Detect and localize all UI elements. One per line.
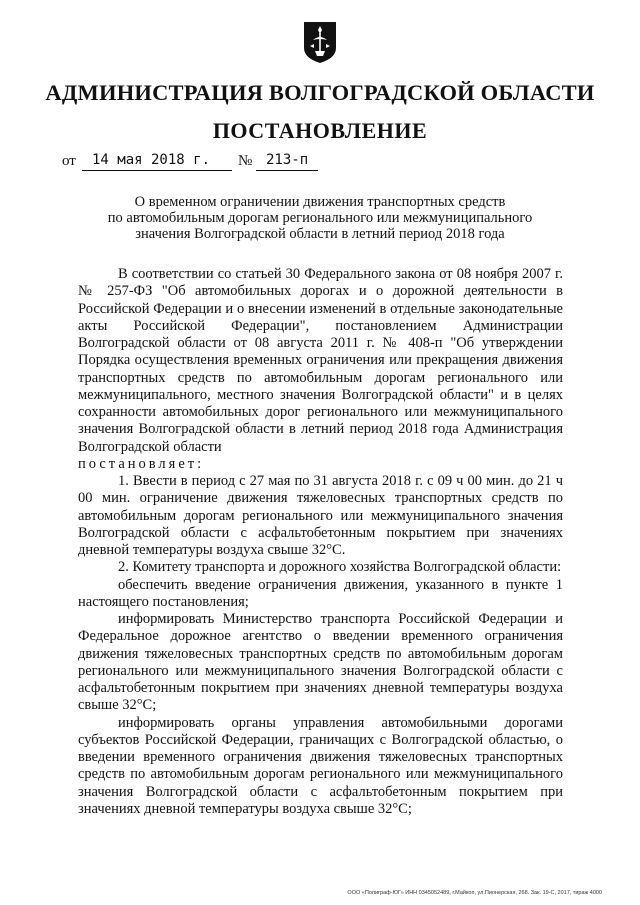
subject-line: значения Волгоградской области в летний период 2018 года bbox=[135, 226, 505, 242]
volgograd-coat-of-arms-icon bbox=[302, 20, 338, 64]
item-paragraph: 1. Ввести в период с 27 мая по 31 августа 2018 г. с 09 ч 00 мин. до 21 ч 00 мин. ограничение движения тяжеловесных транспортных средств по автомобильным дорогам регионального или межмуниципального значения Волгоградской области с асфальтобетонным покрытием при значениях дневной температуры воздуха свыше 32°С. bbox=[78, 473, 563, 558]
number-value: 213-п bbox=[256, 152, 318, 171]
document-type: ПОСТАНОВЛЕНИЕ bbox=[212, 118, 428, 143]
subject-line: О временном ограничении движения транспортных средств bbox=[134, 194, 506, 210]
date-label: от bbox=[62, 153, 76, 169]
item-paragraph: информировать органы управления автомобильными дорогами субъектов Российской Федерации, граничащих с Волгоградской областью, о введении временного ограничения движения тяжеловесных транспортных средств по автомобильным дорогам регионального или межмуниципального значения Волгоградской области с асфальтобетонным покрытием при значениях дневной температуры воздуха свыше 32°С; bbox=[78, 714, 563, 817]
resolves-word: постановляет: bbox=[78, 455, 205, 472]
document-body bbox=[78, 266, 563, 818]
document-subject bbox=[60, 194, 580, 242]
item-paragraph: информировать Министерство транспорта Российской Федерации и Федеральное дорожное агентство о введении временного ограничения движения тяжеловесных транспортных средств по автомобильным дорогам регионального или межмуниципального значения Волгоградской области с асфальтобетонным покрытием при значениях дневной температуры воздуха свыше 32°С; bbox=[78, 611, 563, 714]
date-value: 14 мая 2018 г. bbox=[82, 152, 232, 171]
print-footer: ООО «Полиграф-ЮГ» ИНН 0345052489, г.Майкоп, ул.Пионерская, 268. Зак. 19-С, 2017, тираж 4000 bbox=[347, 890, 602, 896]
subject-line: по автомобильным дорогам регионального или межмуниципального bbox=[107, 210, 533, 226]
item-paragraph: обеспечить введение ограничения движения, указанного в пункте 1 настоящего постановления; bbox=[78, 576, 563, 610]
organization-name: АДМИНИСТРАЦИЯ ВОЛГОГРАДСКОЙ ОБЛАСТИ bbox=[45, 80, 595, 105]
preamble-paragraph: В соответствии со статьей 30 Федерального закона от 08 ноября 2007 г. № 257-ФЗ "Об автомобильных дорогах и о дорожной деятельности в Российской Федерации и о внесении изменений в отдельные законодательные акты Российской Федерации", постановлением Администрации Волгоградской области от 08 августа 2011 г. № 408-п "Об утверждении Порядка осуществления временных ограничения или прекращения движения транспортных средств по автомобильным дорогам регионального или межмуниципального, местного значения Волгоградской области" и в целях сохранности автомобильных дорог регионального или межмуниципального значения Волгоградской области в летний период 2018 года Администрация Волгоградской области bbox=[78, 266, 563, 455]
number-label: № bbox=[238, 153, 253, 169]
item-paragraph: 2. Комитету транспорта и дорожного хозяйства Волгоградской области: bbox=[118, 559, 562, 576]
